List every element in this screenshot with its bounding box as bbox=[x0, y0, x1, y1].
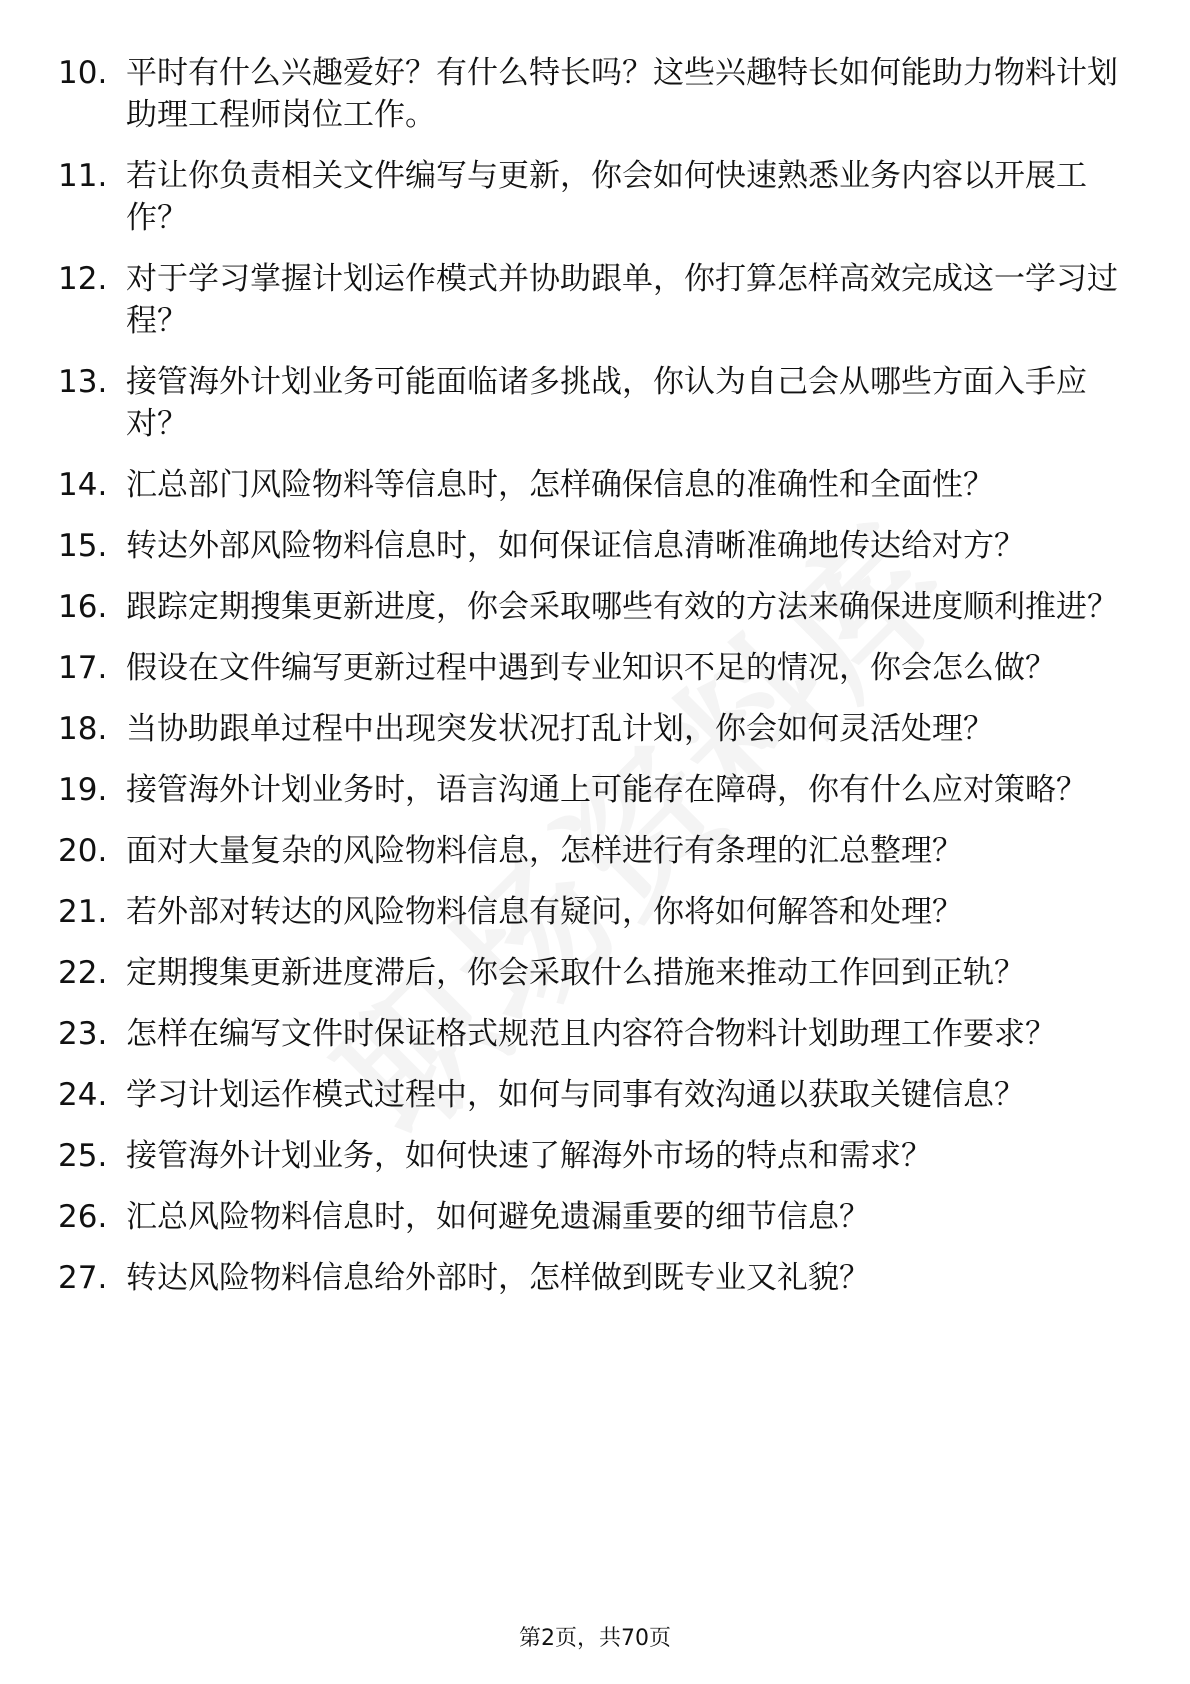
list-item bbox=[58, 464, 1118, 506]
list-item bbox=[58, 1074, 1118, 1116]
question-number: 23. bbox=[58, 1016, 108, 1052]
list-item bbox=[58, 155, 1118, 239]
question-number: 15. bbox=[58, 528, 108, 564]
question-number: 26. bbox=[58, 1199, 108, 1235]
question-number: 19. bbox=[58, 772, 108, 808]
question-text: 转达外部风险物料信息时，如何保证信息清晰准确地传达给对方？ bbox=[126, 528, 1025, 564]
question-number: 12. bbox=[58, 261, 108, 297]
list-item bbox=[58, 952, 1118, 994]
question-text: 面对大量复杂的风险物料信息，怎样进行有条理的汇总整理？ bbox=[126, 833, 963, 869]
list-item bbox=[58, 1135, 1118, 1177]
list-item bbox=[58, 769, 1118, 811]
page-indicator: 第2页，共70页 bbox=[519, 1626, 671, 1651]
question-number: 24. bbox=[58, 1077, 108, 1113]
question-text: 平时有什么兴趣爱好？有什么特长吗？这些兴趣特长如何能助力物料计划助理工程师岗位工作。 bbox=[126, 55, 1118, 133]
question-text: 定期搜集更新进度滞后，你会采取什么措施来推动工作回到正轨？ bbox=[126, 955, 1025, 991]
question-number: 16. bbox=[58, 589, 108, 625]
list-item bbox=[58, 586, 1118, 628]
list-item bbox=[58, 361, 1118, 445]
question-text: 当协助跟单过程中出现突发状况打乱计划，你会如何灵活处理？ bbox=[126, 711, 994, 747]
question-text: 对于学习掌握计划运作模式并协助跟单，你打算怎样高效完成这一学习过程？ bbox=[126, 261, 1118, 339]
question-text: 汇总风险物料信息时，如何避免遗漏重要的细节信息？ bbox=[126, 1199, 870, 1235]
question-text: 接管海外计划业务时，语言沟通上可能存在障碍，你有什么应对策略？ bbox=[126, 772, 1087, 808]
question-text: 若外部对转达的风险物料信息有疑问，你将如何解答和处理？ bbox=[126, 894, 963, 930]
page-footer bbox=[0, 1624, 1190, 1654]
question-number: 21. bbox=[58, 894, 108, 930]
question-number: 20. bbox=[58, 833, 108, 869]
question-text: 转达风险物料信息给外部时，怎样做到既专业又礼貌？ bbox=[126, 1260, 870, 1296]
question-text: 汇总部门风险物料等信息时，怎样确保信息的准确性和全面性？ bbox=[126, 467, 994, 503]
question-text: 假设在文件编写更新过程中遇到专业知识不足的情况，你会怎么做？ bbox=[126, 650, 1056, 686]
question-number: 27. bbox=[58, 1260, 108, 1296]
list-item bbox=[58, 1196, 1118, 1238]
list-item bbox=[58, 891, 1118, 933]
question-number: 14. bbox=[58, 467, 108, 503]
question-number: 18. bbox=[58, 711, 108, 747]
list-item bbox=[58, 647, 1118, 689]
question-number: 10. bbox=[58, 55, 108, 91]
list-item bbox=[58, 708, 1118, 750]
question-text: 接管海外计划业务，如何快速了解海外市场的特点和需求？ bbox=[126, 1138, 932, 1174]
question-text: 若让你负责相关文件编写与更新，你会如何快速熟悉业务内容以开展工作？ bbox=[126, 158, 1087, 236]
question-list bbox=[58, 52, 1118, 1318]
question-text: 接管海外计划业务可能面临诸多挑战，你认为自己会从哪些方面入手应对？ bbox=[126, 364, 1087, 442]
list-item bbox=[58, 830, 1118, 872]
question-text: 跟踪定期搜集更新进度，你会采取哪些有效的方法来确保进度顺利推进？ bbox=[126, 589, 1118, 625]
list-item bbox=[58, 52, 1118, 136]
question-number: 13. bbox=[58, 364, 108, 400]
list-item bbox=[58, 1257, 1118, 1299]
question-number: 11. bbox=[58, 158, 108, 194]
list-item bbox=[58, 258, 1118, 342]
list-item bbox=[58, 525, 1118, 567]
question-number: 17. bbox=[58, 650, 108, 686]
question-text: 学习计划运作模式过程中，如何与同事有效沟通以获取关键信息？ bbox=[126, 1077, 1025, 1113]
question-number: 22. bbox=[58, 955, 108, 991]
question-text: 怎样在编写文件时保证格式规范且内容符合物料计划助理工作要求？ bbox=[126, 1016, 1056, 1052]
list-item bbox=[58, 1013, 1118, 1055]
question-number: 25. bbox=[58, 1138, 108, 1174]
